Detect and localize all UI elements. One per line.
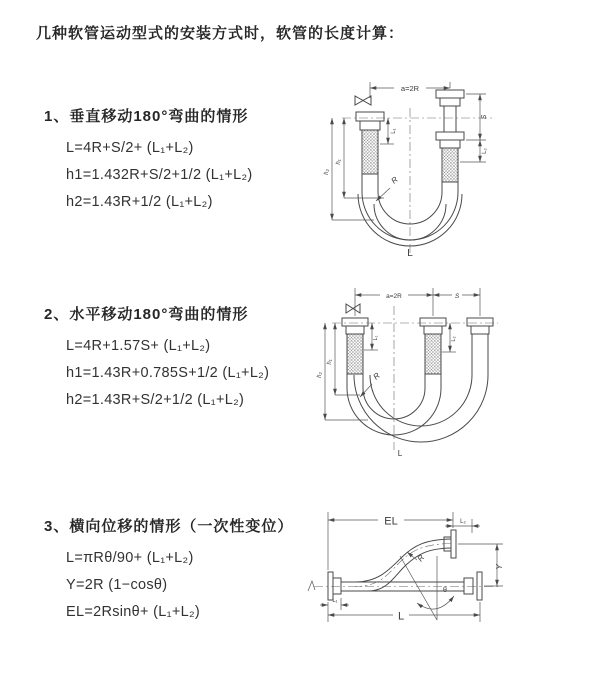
dim-label-l1: L₁ — [373, 335, 379, 341]
dim-label-radius: R — [371, 370, 382, 382]
dimension-radius — [376, 175, 400, 201]
dimension-l2 — [460, 140, 488, 162]
dimension-y — [458, 544, 504, 586]
middle-hose-end — [420, 318, 446, 374]
section-2-heading: 2、水平移动180°弯曲的情形 — [44, 306, 249, 323]
section-3-heading: 3、横向位移的情形（一次性变位） — [44, 518, 294, 535]
formula-line: L=4R+S/2+ (L₁+L₂) — [66, 140, 194, 156]
formula-line: L=4R+1.57S+ (L₁+L₂) — [66, 338, 211, 354]
dim-label-l1: L₁ — [391, 128, 397, 134]
dim-label-h1: h₁ — [336, 159, 342, 165]
dimension-s — [433, 290, 480, 300]
centerlines — [332, 306, 498, 450]
left-hose-end — [342, 318, 368, 374]
dim-label-h2: h₂ — [324, 169, 330, 175]
dimension-l1 — [380, 118, 397, 144]
dimension-l2 — [442, 323, 457, 352]
u-bend-hose — [347, 374, 488, 442]
dim-label-l1: L₁ — [332, 598, 338, 604]
formula-line: h1=1.43R+0.785S+1/2 (L₁+L₂) — [66, 365, 270, 381]
left-flange — [328, 572, 341, 600]
valve-icon — [346, 304, 360, 313]
right-flange — [464, 572, 482, 600]
dim-label-l2: L₂ — [460, 519, 466, 525]
dim-label-radius: R — [415, 553, 427, 564]
dim-label-l2: L₂ — [451, 336, 457, 342]
dim-label-h1: h₁ — [327, 359, 333, 365]
dim-label-l2: L₂ — [482, 148, 488, 154]
upper-flange — [444, 530, 456, 558]
dimension-l1 — [364, 323, 379, 350]
break-mark — [308, 581, 315, 591]
dim-label-length: L — [397, 610, 405, 623]
dim-label-y: Y — [495, 564, 504, 570]
dimension-l1 — [320, 598, 349, 610]
formula-line: h1=1.432R+S/2+1/2 (L₁+L₂) — [66, 167, 253, 183]
section-2-formulas — [66, 333, 344, 414]
section-lateral-displacement — [44, 516, 344, 626]
displaced-hose-end — [467, 318, 493, 375]
dim-label-length: L — [397, 449, 403, 458]
dimension-length — [328, 602, 480, 623]
dim-label-angle: θ — [443, 587, 447, 594]
dim-label-a2r: a=2R — [400, 84, 420, 93]
dim-label-radius: R — [389, 174, 400, 186]
dim-label-h2: h₂ — [317, 372, 323, 378]
section-1-formulas — [66, 135, 344, 216]
dimension-s — [466, 94, 488, 140]
formula-line: Y=2R (1−cosθ) — [66, 577, 168, 593]
section-vertical-movement — [44, 106, 344, 216]
section-horizontal-movement — [44, 304, 344, 414]
formula-line: L=πRθ/90+ (L₁+L₂) — [66, 550, 194, 566]
dim-label-s: S — [481, 114, 488, 120]
dim-label-a2r: a=2R — [386, 293, 402, 300]
formula-line: h2=1.43R+1/2 (L₁+L₂) — [66, 194, 213, 210]
s-curve-hose — [355, 539, 451, 591]
left-hose-end — [356, 112, 384, 192]
formula-line: EL=2Rsinθ+ (L₁+L₂) — [66, 604, 201, 620]
dimension-el — [328, 512, 453, 570]
diagram-vertical-180-bend — [310, 70, 600, 260]
valve-icon — [355, 96, 371, 105]
dimension-l2 — [445, 519, 480, 533]
diagram-lateral-displacement — [300, 498, 600, 643]
diagram-horizontal-180-bend — [310, 280, 600, 465]
section-1-heading: 1、垂直移动180°弯曲的情形 — [44, 108, 249, 125]
formula-line: h2=1.43R+S/2+1/2 (L₁+L₂) — [66, 392, 245, 408]
dim-label-el: EL — [384, 515, 398, 528]
dim-label-s: S — [454, 293, 460, 300]
right-hose-end — [436, 90, 464, 192]
page-title: 几种软管运动型式的安装方式时，软管的长度计算： — [36, 25, 405, 42]
dim-label-length: L — [407, 248, 413, 259]
